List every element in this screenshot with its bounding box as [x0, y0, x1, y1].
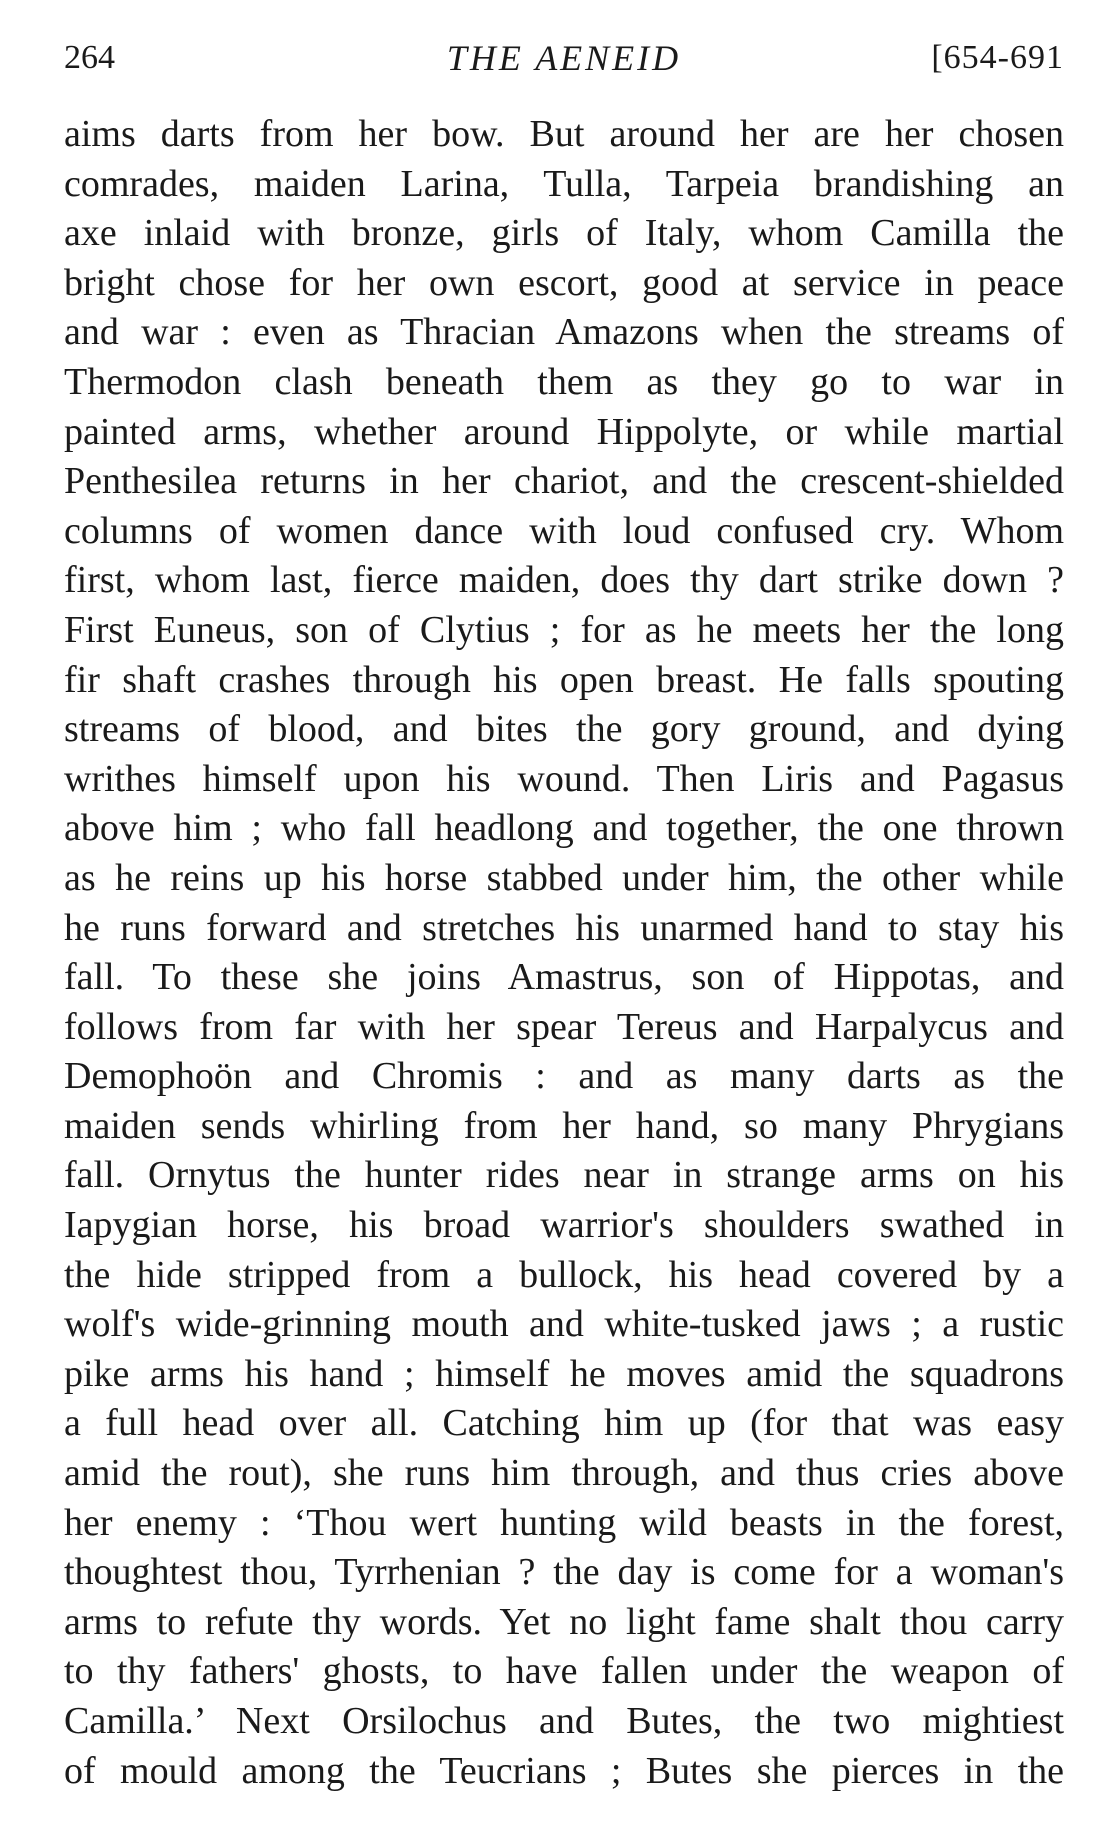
text-line: wolf's wide-grinning mouth and white-tusked jaws ; a rustic [64, 1303, 1064, 1346]
text-line: Penthesilea returns in her chariot, and the crescent-shielded [64, 460, 1064, 503]
text-line: fall. Ornytus the hunter rides near in strange arms on his [64, 1154, 1064, 1197]
text-line: fir shaft crashes through his open breast. He falls spouting [64, 658, 1064, 701]
text-line: Demophoön and Chromis : and as many darts as the [64, 1055, 1064, 1098]
line-range: [654-691 [931, 39, 1064, 76]
text-line: thoughtest thou, Tyrrhenian ? the day is come for a woman's [64, 1551, 1064, 1594]
text-line: Camilla.’ Next Orsilochus and Butes, the two mightiest [64, 1700, 1064, 1742]
text-line: maiden sends whirling from her hand, so many Phrygians [64, 1104, 1064, 1147]
text-line: writhes himself upon his wound. Then Liris and Pagasus [64, 757, 1064, 800]
text-line: Iapygian horse, his broad warrior's shoulders swathed in [64, 1204, 1064, 1247]
page-number: 264 [64, 39, 115, 76]
text-line: aims darts from her bow. But around her are her chosen [64, 113, 1064, 155]
text-line: Thermodon clash beneath them as they go to war in [64, 360, 1064, 403]
body-text [64, 110, 1064, 1796]
text-line: he runs forward and stretches his unarmed hand to stay his [64, 906, 1064, 949]
text-line: to thy fathers' ghosts, to have fallen under the weapon of [64, 1650, 1064, 1693]
text-line: fall. To these she joins Amastrus, son of Hippotas, and [64, 956, 1064, 999]
text-line: above him ; who fall headlong and together, the one thrown [64, 807, 1064, 850]
text-line: bright chose for her own escort, good at service in peace [64, 261, 1064, 304]
running-head [64, 28, 1064, 88]
text-line: and war : even as Thracian Amazons when the streams of [64, 311, 1064, 354]
text-line: painted arms, whether around Hippolyte, or while martial [64, 410, 1064, 453]
text-line: First Euneus, son of Clytius ; for as he meets her the long [64, 608, 1064, 651]
text-line: columns of women dance with loud confused cry. Whom [64, 509, 1064, 552]
text-line: arms to refute thy words. Yet no light fame shalt thou carry [64, 1600, 1064, 1643]
text-line: a full head over all. Catching him up (for that was easy [64, 1402, 1064, 1445]
book-title: THE AENEID [446, 38, 682, 78]
text-line: axe inlaid with bronze, girls of Italy, whom Camilla the [64, 212, 1064, 255]
text-line: follows from far with her spear Tereus and Harpalycus and [64, 1005, 1064, 1048]
text-line: amid the rout), she runs him through, and thus cries above [64, 1452, 1064, 1495]
text-line: of mould among the Teucrians ; Butes she pierces in the [64, 1749, 1064, 1792]
text-line: pike arms his hand ; himself he moves amid the squadrons [64, 1352, 1064, 1395]
text-line: first, whom last, fierce maiden, does thy dart strike down ? [64, 559, 1064, 602]
text-line: her enemy : ‘Thou wert hunting wild beasts in the forest, [64, 1501, 1064, 1544]
text-line: the hide stripped from a bullock, his head covered by a [64, 1253, 1064, 1296]
text-line: comrades, maiden Larina, Tulla, Tarpeia brandishing an [64, 162, 1064, 205]
text-line: streams of blood, and bites the gory ground, and dying [64, 708, 1064, 751]
text-line: as he reins up his horse stabbed under him, the other while [64, 856, 1064, 899]
